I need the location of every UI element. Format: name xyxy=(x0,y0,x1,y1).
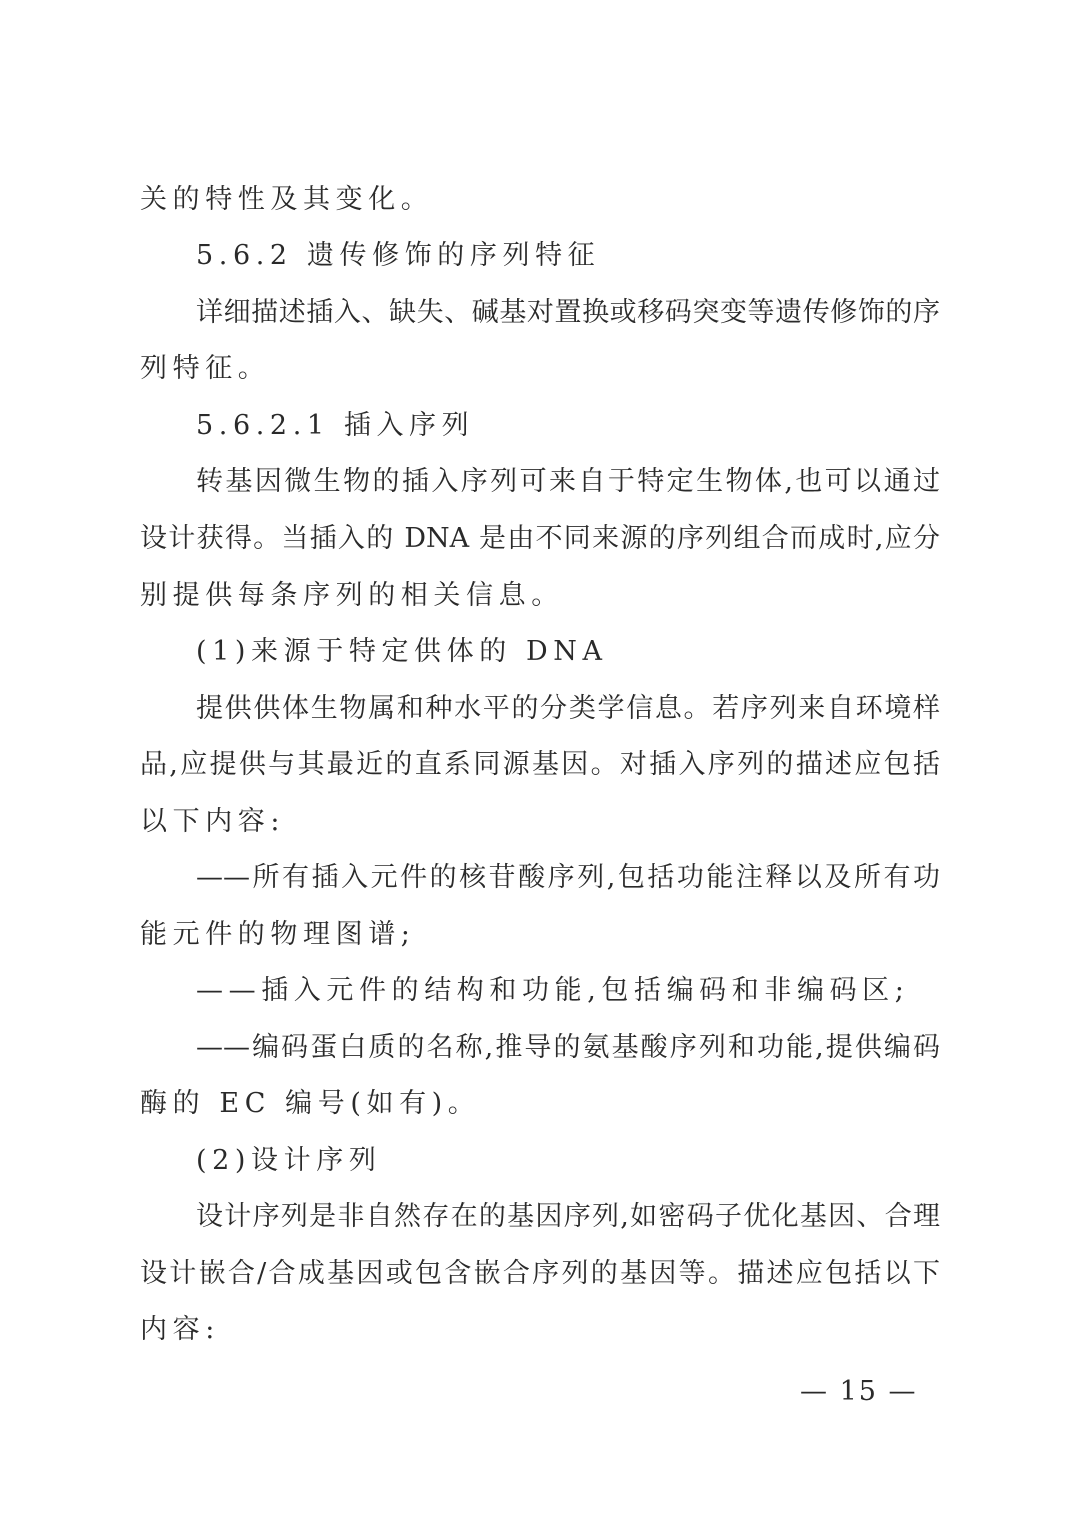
list-item-line: 能元件的物理图谱; xyxy=(140,919,416,950)
paragraph-line: 设计嵌合/合成基因或包含嵌合序列的基因等。描述应包括以下 xyxy=(140,1258,940,1289)
section-heading-5-6-2: 5.6.2 遗传修饰的序列特征 xyxy=(196,240,601,271)
list-item-line: ——编码蛋白质的名称,推导的氨基酸序列和功能,提供编码 xyxy=(196,1032,940,1063)
list-item-line: ——所有插入元件的核苷酸序列,包括功能注释以及所有功 xyxy=(196,862,940,893)
paragraph-line: 内容: xyxy=(140,1314,220,1345)
paragraph-line: 提供供体生物属和种水平的分类学信息。若序列来自环境样 xyxy=(196,693,940,724)
paragraph-line: 设计序列是非自然存在的基因序列,如密码子优化基因、合理 xyxy=(196,1201,940,1232)
subheading-donor-dna: (1)来源于特定供体的 DNA xyxy=(196,636,608,667)
paragraph-line: 详细描述插入、缺失、碱基对置换或移码突变等遗传修饰的序 xyxy=(196,297,940,328)
paragraph-line: 以下内容: xyxy=(140,806,286,837)
paragraph-line: 设计获得。当插入的 DNA 是由不同来源的序列组合而成时,应分 xyxy=(140,523,940,554)
section-heading-5-6-2-1: 5.6.2.1 插入序列 xyxy=(196,410,475,441)
paragraph-line: 别提供每条序列的相关信息。 xyxy=(140,580,564,611)
list-item-line: ——插入元件的结构和功能,包括编码和非编码区; xyxy=(196,975,910,1006)
paragraph-line: 品,应提供与其最近的直系同源基因。对插入序列的描述应包括 xyxy=(140,749,940,780)
paragraph-line: 列特征。 xyxy=(140,353,271,384)
page-number: — 15 — xyxy=(800,1376,918,1407)
list-item-line: 酶的 EC 编号(如有)。 xyxy=(140,1088,481,1119)
subheading-designed-sequence: (2)设计序列 xyxy=(196,1145,382,1176)
paragraph-line: 转基因微生物的插入序列可来自于特定生物体,也可以通过 xyxy=(196,466,940,497)
text-line-continuation: 关的特性及其变化。 xyxy=(140,184,434,215)
